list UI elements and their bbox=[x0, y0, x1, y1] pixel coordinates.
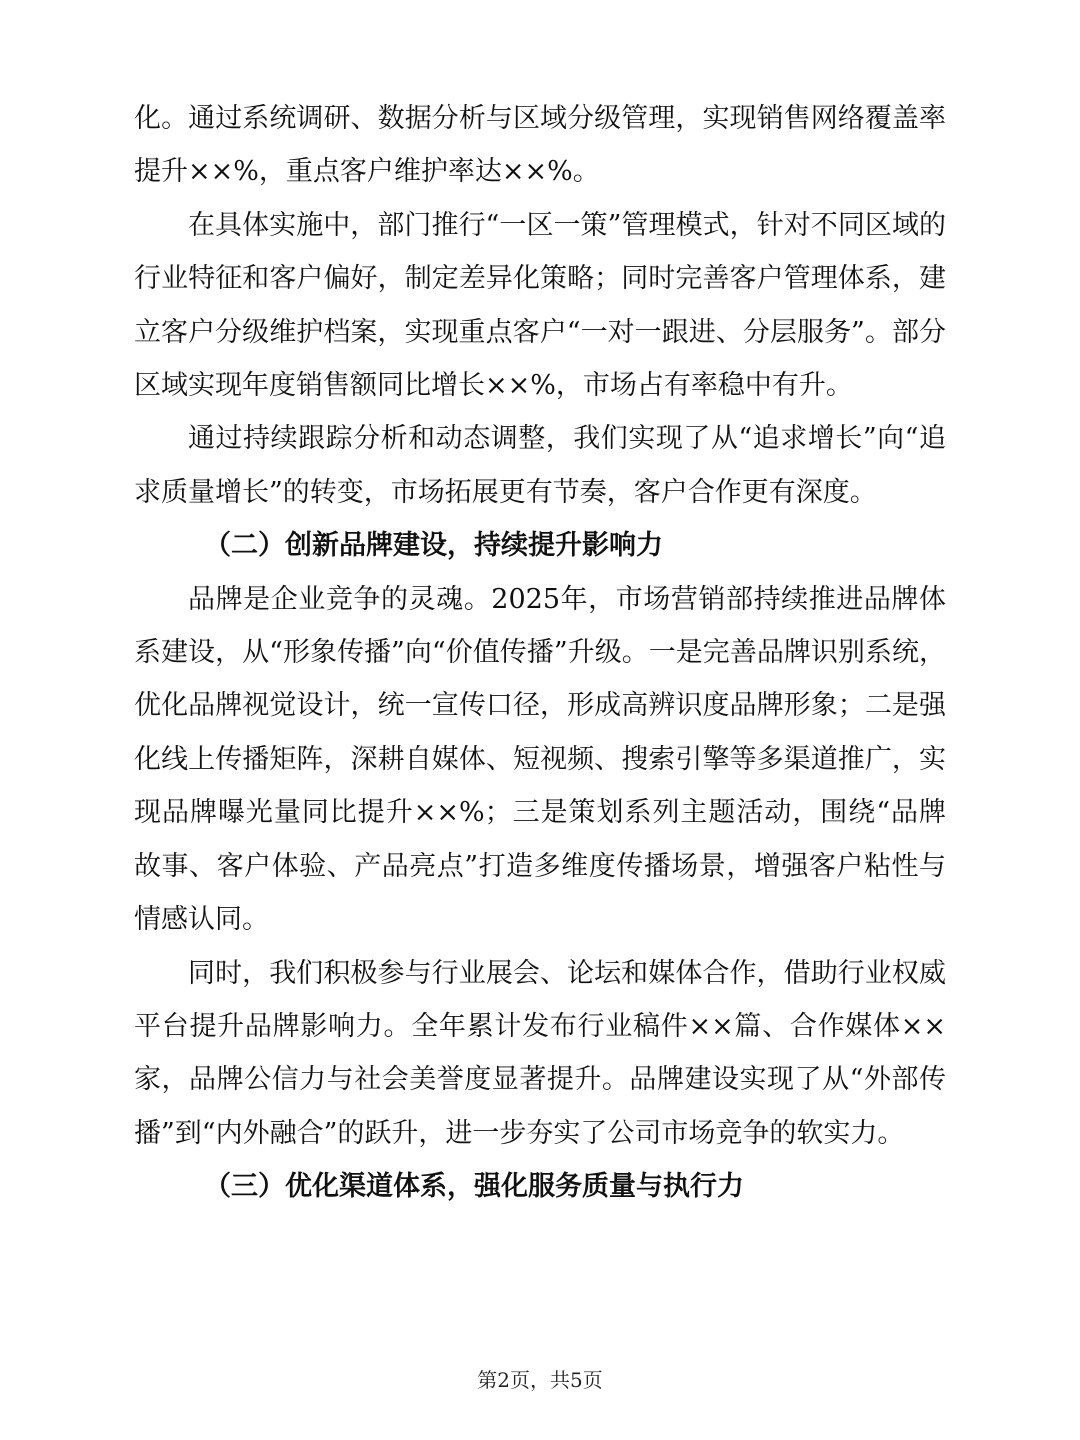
body-paragraph: 同时，我们积极参与行业展会、论坛和媒体合作，借助行业权威平台提升品牌影响力。全年累计发布行业稿件××篇、合作媒体××家，品牌公信力与社会美誉度显著提升。品牌建设实现了从“外部传播”到“内外融合”的跃升，进一步夯实了公司市场竞争的软实力。 bbox=[134, 957, 946, 1149]
body-paragraph: 品牌是企业竞争的灵魂。2025年，市场营销部持续推进品牌体系建设，从“形象传播”向“价值传播”升级。一是完善品牌识别系统，优化品牌视觉设计，统一宣传口径，形成高辨识度品牌形象；二是强化线上传播矩阵，深耕自媒体、短视频、搜索引擎等多渠道推广，实现品牌曝光量同比提升××%；三是策划系列主题活动，围绕“品牌故事、客户体验、产品亮点”打造多维度传播场景，增强客户粘性与情感认同。 bbox=[134, 583, 946, 936]
body-paragraph: 在具体实施中，部门推行“一区一策”管理模式，针对不同区域的行业特征和客户偏好，制定差异化策略；同时完善客户管理体系，建立客户分级维护档案，实现重点客户“一对一跟进、分层服务”。部分区域实现年度销售额同比增长××%，市场占有率稳中有升。 bbox=[134, 209, 946, 402]
section-heading: （三）优化渠道体系，强化服务质量与执行力 bbox=[204, 1171, 744, 1203]
section-heading: （二）创新品牌建设，持续提升影响力 bbox=[204, 530, 663, 562]
body-paragraph: 通过持续跟踪分析和动态调整，我们实现了从“追求增长”向“追求质量增长”的转变，市场拓展更有节奏，客户合作更有深度。 bbox=[134, 423, 946, 508]
body-paragraph: 化。通过系统调研、数据分析与区域分级管理，实现销售网络覆盖率提升××%，重点客户维护率达××%。 bbox=[134, 103, 946, 188]
document-body bbox=[134, 92, 946, 1214]
page-footer: 第2页，共5页 bbox=[477, 1368, 603, 1392]
